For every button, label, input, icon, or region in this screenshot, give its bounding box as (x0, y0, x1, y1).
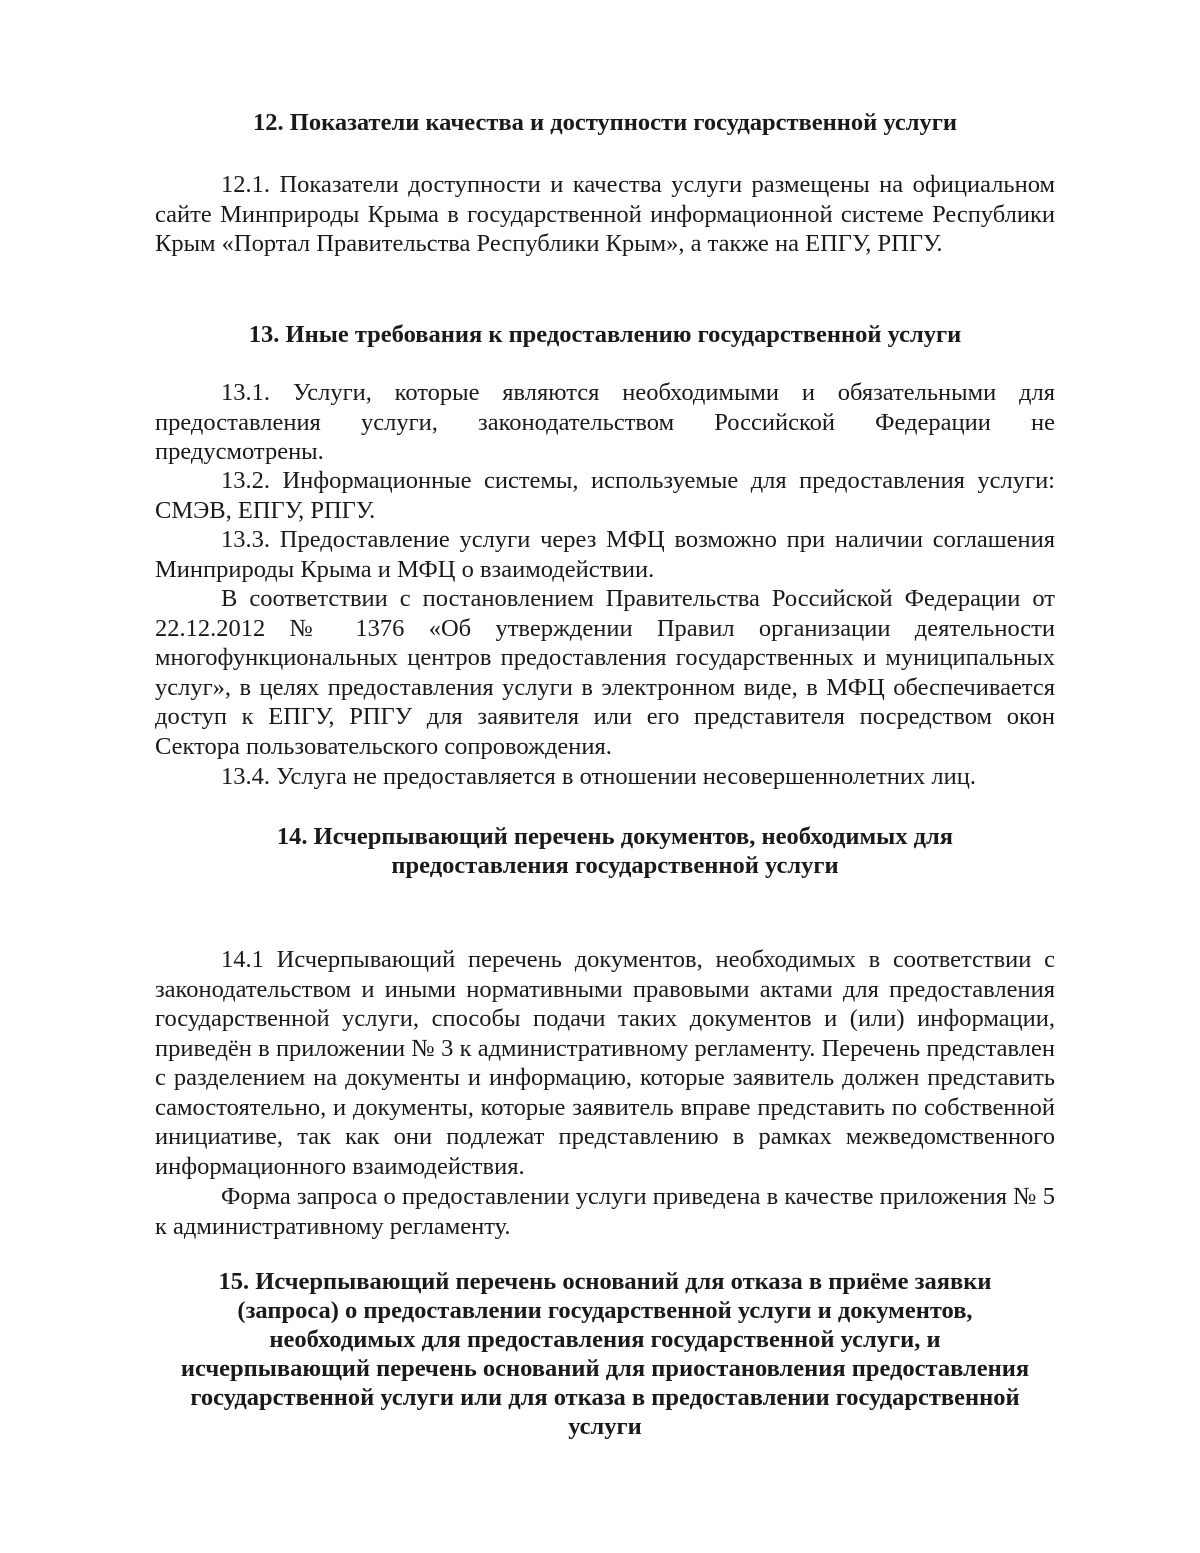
section-15-heading-line-5: государственной услуги или для отказа в предоставлении государственной (190, 1384, 1020, 1411)
section-15-heading-line-3: необходимых для предоставления государственной услуги, и (269, 1326, 941, 1353)
paragraph-13-1: 13.1. Услуги, которые являются необходимыми и обязательными для предоставления услуги, законодательством Российской Федерации не предусмотрены. (155, 379, 1055, 465)
section-13-heading: 13. Иные требования к предоставлению государственной услуги (248, 321, 962, 348)
section-14-heading-line-1: 14. Исчерпывающий перечень документов, необходимых для (276, 823, 954, 850)
section-15-heading-line-1: 15. Исчерпывающий перечень оснований для отказа в приёме заявки (218, 1268, 992, 1295)
paragraph-14-1: 14.1 Исчерпывающий перечень документов, необходимых в соответствии с законодательством и иными нормативными правовыми актами для предоставления государственной услуги, способы подачи таких документов и (или) информации, приведён в приложении № 3 к административному регламенту. Перечень представлен с разделением на документы и информацию, которые заявитель должен представить самостоятельно, и документы, которые заявитель вправе представить по собственной инициативе, так как они подлежат представлению в рамках межведомственного информационного взаимодействия. (155, 946, 1055, 1180)
paragraph-13-3: 13.3. Предоставление услуги через МФЦ возможно при наличии соглашения Минприроды Крыма и МФЦ о взаимодействии. (155, 526, 1055, 583)
section-14-heading (160, 822, 1070, 880)
paragraph-13-2: 13.2. Информационные системы, используемые для предоставления услуги: СМЭВ, ЕПГУ, РПГУ. (155, 467, 1055, 524)
section-15-heading-line-6: услуги (568, 1413, 642, 1440)
paragraph-13-3-continued: В соответствии с постановлением Правительства Российской Федерации от 22.12.2012 № 1376 «Об утверждении Правил организации деятельности многофункциональных центров предоставления государственных и муниципальных услуг», в целях предоставления услуги в электронном виде, в МФЦ обеспечивается доступ к ЕПГУ, РПГУ для заявителя или его представителя посредством окон Сектора пользовательского сопровождения. (155, 585, 1055, 760)
section-15-heading-line-4: исчерпывающий перечень оснований для приостановления предоставления (180, 1355, 1030, 1382)
section-15-heading (150, 1267, 1060, 1441)
section-15-heading-line-2: (запроса) о предоставлении государственной услуги и документов, (237, 1297, 973, 1324)
paragraph-13-4: 13.4. Услуга не предоставляется в отношении несовершеннолетних лиц. (221, 763, 976, 790)
section-12-heading: 12. Показатели качества и доступности государственной услуги (253, 109, 957, 136)
section-14-heading-line-2: предоставления государственной услуги (391, 852, 839, 879)
paragraph-14-1-form: Форма запроса о предоставлении услуги приведена в качестве приложения № 5 к административному регламенту. (155, 1183, 1055, 1240)
paragraph-12-1: 12.1. Показатели доступности и качества услуги размещены на официальном сайте Минприроды Крыма в государственной информационной системе Республики Крым «Портал Правительства Республики Крым», а также на ЕПГУ, РПГУ. (155, 171, 1055, 257)
